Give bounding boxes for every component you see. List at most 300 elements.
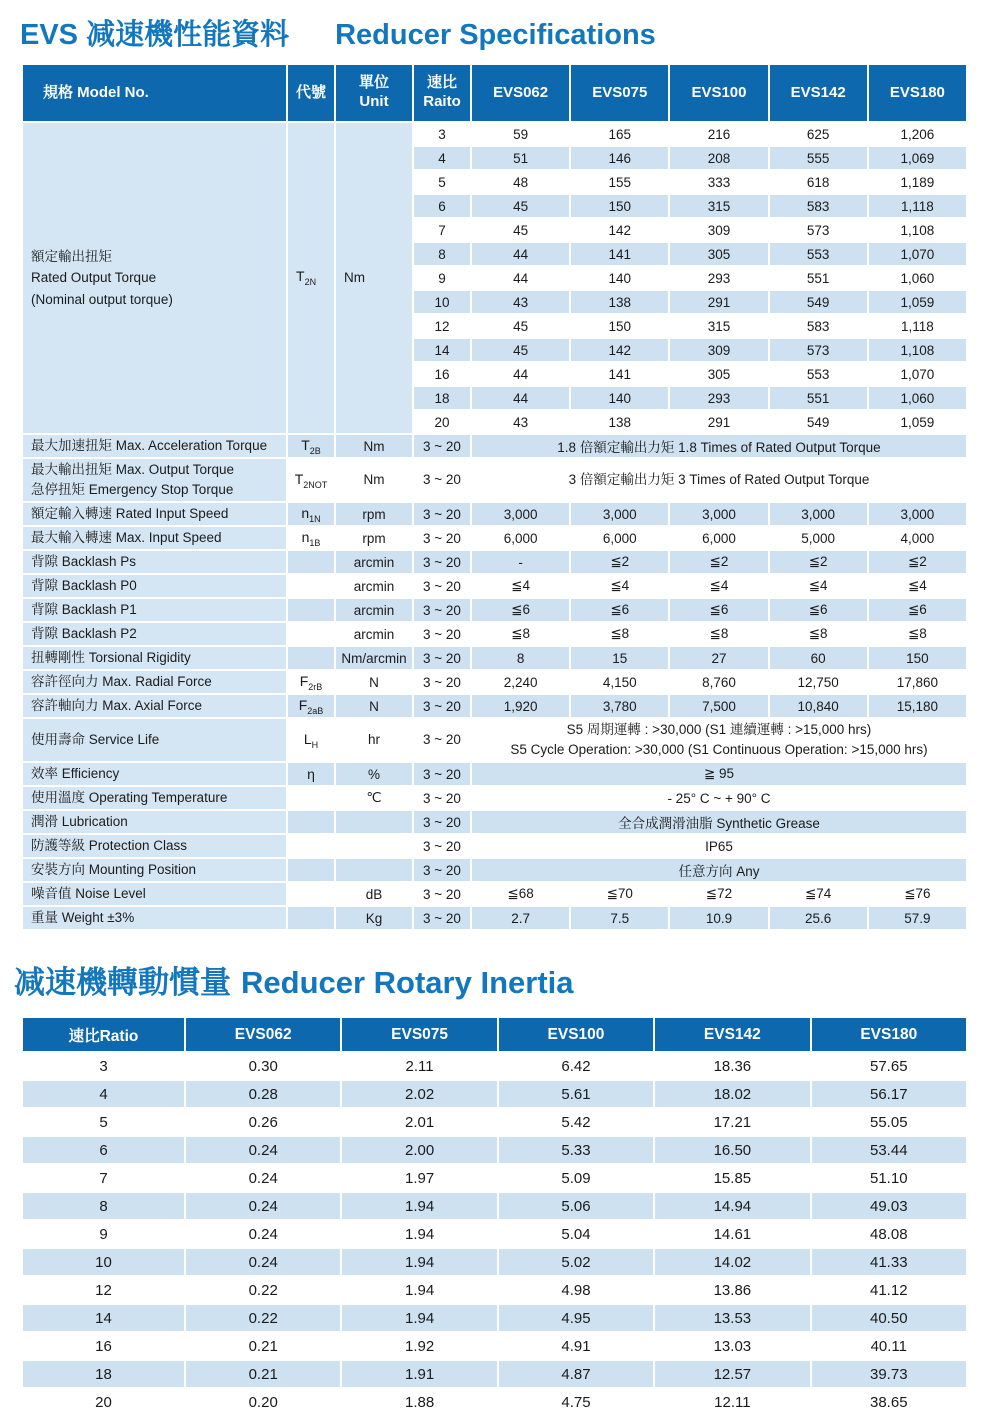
value-cell: ≦4	[808, 578, 828, 593]
value-cell: 2.01	[404, 1113, 435, 1131]
spec-row	[23, 859, 966, 881]
inertia-col-evs075: EVS075	[342, 1018, 496, 1051]
spec-row	[23, 575, 966, 597]
value-cell: 12.11	[714, 1393, 751, 1411]
value-cell: 13.03	[713, 1337, 752, 1355]
value-cell: 6,000	[602, 530, 637, 546]
value-cell: 53.44	[812, 1137, 966, 1163]
value-cell: 1,920	[472, 695, 569, 717]
value-cell: 549	[806, 414, 830, 430]
inertia-col-evs180: EVS180	[812, 1018, 966, 1051]
value-cell: 4.98	[561, 1281, 591, 1299]
spec-label: 容許徑向力 Max. Radial Force	[23, 671, 286, 693]
value-cell: 3,000	[571, 503, 668, 525]
value-cell: 1,059	[900, 414, 935, 430]
value-cell: 0.21	[186, 1361, 340, 1387]
value-cell: ≦2	[670, 551, 767, 573]
spec-row	[23, 503, 966, 525]
value-cell: 150	[869, 647, 966, 669]
symbol-cell: $L_H$	[303, 730, 319, 750]
ratio-cell: 3 ~ 20	[414, 503, 470, 525]
symbol-cell	[288, 859, 334, 881]
spec-title-zh: EVS 减速機性能資料	[20, 19, 290, 51]
value-cell: 3,000	[472, 503, 569, 525]
inertia-row	[23, 1165, 966, 1191]
inertia-row	[23, 1249, 966, 1275]
ratio-cell: 3 ~ 20	[423, 790, 461, 806]
value-cell: 573	[806, 222, 830, 238]
unit-cell: N	[336, 695, 412, 717]
value-cell: ≦6	[869, 599, 966, 621]
spec-row	[23, 623, 966, 645]
value-cell: ≦8	[610, 626, 630, 641]
value-cell: ≦2	[770, 551, 867, 573]
value-cell: 1,070	[869, 243, 966, 265]
value-cell: 1,060	[900, 270, 935, 286]
spec-col-evs100: EVS100	[670, 65, 767, 121]
value-cell: 5.06	[499, 1193, 653, 1219]
unit-cell: arcmin	[353, 578, 395, 594]
symbol-cell: $n_{1B}$	[301, 528, 321, 548]
value-cell: 16.50	[655, 1137, 809, 1163]
ratio-cell: 4	[414, 147, 470, 169]
ratio-en: Raito	[423, 93, 461, 110]
value-cell: 0.24	[186, 1137, 340, 1163]
spec-table-body	[23, 123, 966, 929]
symbol-cell: $F_{2aB}$	[288, 695, 334, 717]
value-cell: 43	[472, 291, 569, 313]
ratio-cell: 3	[438, 126, 446, 142]
ratio-cell: 3 ~ 20	[423, 674, 461, 690]
value-cell: 1.94	[404, 1225, 435, 1243]
unit-cell: arcmin	[353, 626, 395, 642]
inertia-col-evs100: EVS100	[499, 1018, 653, 1051]
symbol-cell	[288, 835, 334, 857]
symbol-cell: $F_{2rB}$	[299, 672, 323, 692]
spec-row	[23, 671, 966, 693]
spec-table	[21, 63, 968, 931]
value-cell: 5.09	[561, 1169, 591, 1187]
value-cell: 0.30	[248, 1057, 278, 1075]
value-cell: 1,069	[869, 147, 966, 169]
value-cell: 41.12	[870, 1281, 908, 1299]
value-cell: 1,060	[869, 387, 966, 409]
spec-title	[20, 12, 1000, 53]
torque-row	[23, 123, 966, 145]
value-cell: 51	[472, 147, 569, 169]
value-cell: 45	[472, 339, 569, 361]
spec-label: 效率 Efficiency	[23, 763, 286, 785]
unit-cell: ℃	[366, 790, 382, 805]
value-cell: 0.20	[248, 1393, 278, 1411]
value-cell: ≦4	[709, 578, 729, 593]
value-cell: 44	[513, 270, 529, 286]
value-cell: 3,000	[770, 503, 867, 525]
value-cell: ≦8	[709, 626, 729, 641]
spec-label: 最大輸出扭矩 Max. Output Torque 急停扭矩 Emergency Stop Torque	[23, 459, 286, 501]
value-cell: 2.00	[342, 1137, 496, 1163]
symbol-cell: $n_{1N}$	[288, 503, 334, 525]
value-cell: 14.02	[655, 1249, 809, 1275]
value-cell: 15,180	[869, 695, 966, 717]
value-cell: 5.04	[561, 1225, 591, 1243]
ratio-cell: 16	[95, 1337, 112, 1355]
unit-cell	[336, 811, 412, 833]
value-cell: 15	[571, 647, 668, 669]
spec-row	[23, 599, 966, 621]
ratio-cell: 10	[23, 1249, 184, 1275]
ratio-cell: 5	[438, 174, 446, 190]
value-cell: 43	[513, 414, 529, 430]
ratio-cell: 3 ~ 20	[414, 811, 470, 833]
inertia-row	[23, 1053, 966, 1079]
spec-label: 使用壽命 Service Life	[23, 719, 286, 761]
value-cell: 0.28	[186, 1081, 340, 1107]
value-cell: ≦8	[907, 626, 927, 641]
span-value-cell: IP65	[705, 838, 733, 854]
value-cell: 141	[571, 243, 668, 265]
symbol-cell	[288, 811, 334, 833]
value-cell: 48.08	[870, 1225, 908, 1243]
spec-label: 安裝方向 Mounting Position	[23, 859, 286, 881]
value-cell: 1,118	[900, 318, 934, 334]
value-cell: 1,070	[900, 366, 935, 382]
ratio-cell: 12	[434, 318, 450, 334]
value-cell: 305	[707, 366, 731, 382]
symbol-cell	[288, 907, 334, 929]
value-cell: 553	[770, 243, 867, 265]
inertia-col-ratio: 速比Ratio	[23, 1018, 184, 1051]
symbol-cell	[288, 647, 334, 669]
value-cell: 14.61	[713, 1225, 752, 1243]
ratio-cell: 3 ~ 20	[414, 907, 470, 929]
value-cell: 0.22	[248, 1281, 278, 1299]
ratio-cell: 18	[414, 387, 470, 409]
value-cell: 3,000	[869, 503, 966, 525]
value-cell: 41.33	[812, 1249, 966, 1275]
inertia-row	[23, 1221, 966, 1247]
value-cell: 17,860	[896, 674, 939, 690]
spec-label: 扭轉剛性 Torsional Rigidity	[23, 647, 286, 669]
value-cell: 309	[670, 339, 767, 361]
ratio-cell: 9	[99, 1225, 108, 1243]
value-cell: ≦76	[904, 886, 931, 901]
value-cell: 0.22	[186, 1305, 340, 1331]
ratio-cell: 20	[95, 1393, 112, 1411]
value-cell: 0.24	[186, 1193, 340, 1219]
value-cell: 1.91	[342, 1361, 496, 1387]
value-cell: 3,780	[571, 695, 668, 717]
value-cell: 7,500	[670, 695, 767, 717]
value-cell: 18.36	[713, 1057, 752, 1075]
value-cell: 5.02	[499, 1249, 653, 1275]
symbol-cell	[288, 575, 334, 597]
value-cell: 553	[806, 366, 830, 382]
value-cell: 4,150	[602, 674, 637, 690]
unit-cell: Kg	[336, 907, 412, 929]
ratio-cell: 3	[99, 1057, 108, 1075]
value-cell: 333	[707, 174, 731, 190]
ratio-cell: 3 ~ 20	[423, 732, 461, 748]
value-cell: 51.10	[870, 1169, 908, 1187]
value-cell: 2.11	[405, 1057, 434, 1075]
value-cell: ≦68	[507, 886, 534, 901]
spec-col-evs142: EVS142	[770, 65, 867, 121]
spec-row	[23, 907, 966, 929]
symbol-cell: $T_{2B}$	[288, 435, 334, 457]
value-cell: 12.57	[655, 1361, 809, 1387]
value-cell: 2.02	[342, 1081, 496, 1107]
inertia-row	[23, 1389, 966, 1415]
value-cell: 8	[472, 647, 569, 669]
value-cell: 142	[608, 222, 632, 238]
spec-label: 最大輸入轉速 Max. Input Speed	[23, 527, 286, 549]
value-cell: 5.33	[499, 1137, 653, 1163]
unit-cell	[336, 859, 412, 881]
value-cell: 293	[707, 270, 731, 286]
value-cell: 583	[770, 195, 867, 217]
value-cell: 140	[608, 270, 632, 286]
value-cell: 4,000	[900, 530, 935, 546]
spec-label: 背隙 Backlash Ps	[23, 551, 286, 573]
ratio-cell: 14	[23, 1305, 184, 1331]
value-cell: 10,840	[770, 695, 867, 717]
value-cell: 150	[571, 195, 668, 217]
spec-col-ratio	[414, 65, 470, 121]
unit-cell: hr	[367, 732, 380, 748]
spec-label: 背隙 Backlash P0	[23, 575, 286, 597]
value-cell: 44	[513, 366, 529, 382]
ratio-cell: 3 ~ 20	[414, 763, 470, 785]
inertia-title	[14, 957, 1000, 1002]
spec-label: 背隙 Backlash P1	[23, 599, 286, 621]
value-cell: 309	[707, 222, 731, 238]
spec-col-evs180: EVS180	[869, 65, 966, 121]
spec-title-en: Reducer Specifications	[335, 19, 656, 51]
ratio-cell: 3 ~ 20	[414, 599, 470, 621]
value-cell: 2.7	[472, 907, 569, 929]
value-cell: 18.02	[655, 1081, 809, 1107]
value-cell: 5.61	[499, 1081, 653, 1107]
ratio-cell: 3 ~ 20	[414, 435, 470, 457]
symbol-cell	[288, 599, 334, 621]
inertia-header-row	[23, 1018, 966, 1051]
spec-label: 重量 Weight ±3%	[23, 907, 286, 929]
value-cell: 8,760	[702, 674, 736, 690]
value-cell: 4.91	[561, 1337, 591, 1355]
symbol-cell	[288, 551, 334, 573]
unit-cell: rpm	[362, 530, 386, 546]
spec-label: 容許軸向力 Max. Axial Force	[23, 695, 286, 717]
value-cell: 573	[770, 339, 867, 361]
inertia-row	[23, 1361, 966, 1387]
torque-symbol: $T_{2N}$	[288, 123, 334, 433]
value-cell: 138	[571, 291, 668, 313]
value-cell: 625	[806, 126, 830, 142]
value-cell: 44	[472, 387, 569, 409]
value-cell: 1,189	[900, 174, 935, 190]
value-cell: 45	[472, 195, 569, 217]
value-cell: ≦4	[907, 578, 927, 593]
inertia-col-evs062: EVS062	[186, 1018, 340, 1051]
span-value-cell: ≧ 95	[472, 763, 966, 785]
value-cell: 1.94	[404, 1281, 435, 1299]
value-cell: 10.9	[670, 907, 767, 929]
value-cell: 48	[513, 174, 529, 190]
unit-cell: Nm/arcmin	[336, 647, 412, 669]
value-cell: 4.75	[561, 1393, 591, 1411]
spec-row	[23, 695, 966, 717]
value-cell: 0.24	[248, 1169, 278, 1187]
value-cell: ≦6	[670, 599, 767, 621]
value-cell: 142	[571, 339, 668, 361]
ratio-cell: 8	[414, 243, 470, 265]
inertia-row	[23, 1109, 966, 1135]
value-cell: ≦6	[571, 599, 668, 621]
spec-col-unit	[336, 65, 412, 121]
value-cell: 0.21	[248, 1337, 278, 1355]
value-cell: 6,000	[702, 530, 736, 546]
spec-label: 防護等級 Protection Class	[23, 835, 286, 857]
value-cell: 25.6	[770, 907, 867, 929]
unit-cell: arcmin	[336, 599, 412, 621]
value-cell: 0.26	[248, 1113, 278, 1131]
spec-label: 噪音值 Noise Level	[23, 883, 286, 905]
ratio-cell: 10	[414, 291, 470, 313]
ratio-cell: 8	[23, 1193, 184, 1219]
value-cell: 59	[513, 126, 529, 142]
value-cell: 40.50	[812, 1305, 966, 1331]
value-cell: 57.9	[869, 907, 966, 929]
value-cell: 40.11	[870, 1337, 907, 1355]
value-cell: 150	[608, 318, 632, 334]
value-cell: 216	[707, 126, 731, 142]
symbol-cell: η	[288, 763, 334, 785]
spec-row	[23, 787, 966, 809]
spec-row	[23, 527, 966, 549]
value-cell: 291	[707, 414, 731, 430]
inertia-row	[23, 1137, 966, 1163]
value-cell: 208	[670, 147, 767, 169]
ratio-cell: 3 ~ 20	[414, 859, 470, 881]
value-cell: 1.94	[342, 1305, 496, 1331]
inertia-table	[21, 1016, 968, 1417]
ratio-cell: 14	[414, 339, 470, 361]
value-cell: 6.42	[561, 1057, 591, 1075]
value-cell: ≦74	[804, 886, 832, 901]
value-cell: 7.5	[571, 907, 668, 929]
span-value-cell: S5 周期運轉 : >30,000 (S1 連續運轉 : >15,000 hrs) S5 Cycle Operation: >30,000 (S1 Continuous Operation: >15,000 hrs)	[510, 722, 928, 757]
torque-label: 額定輸出扭矩 Rated Output Torque (Nominal output torque)	[23, 123, 286, 433]
inertia-row	[23, 1193, 966, 1219]
value-cell: 146	[571, 147, 668, 169]
value-cell: 15.85	[713, 1169, 752, 1187]
value-cell: 315	[707, 318, 731, 334]
inertia-row	[23, 1333, 966, 1359]
spec-label: 背隙 Backlash P2	[23, 623, 286, 645]
spec-header-row	[23, 65, 966, 121]
inertia-row	[23, 1305, 966, 1331]
ratio-cell: 16	[434, 366, 450, 382]
value-cell: ≦8	[511, 626, 530, 641]
symbol-cell	[288, 883, 334, 905]
value-cell: 2,240	[503, 674, 538, 690]
inertia-col-evs142: EVS142	[655, 1018, 809, 1051]
value-cell: 14.94	[655, 1193, 809, 1219]
torque-unit: Nm	[336, 123, 412, 433]
value-cell: ≦2	[869, 551, 966, 573]
value-cell: 165	[608, 126, 632, 142]
symbol-cell	[288, 623, 334, 645]
value-cell: ≦8	[808, 626, 828, 641]
value-cell: 1,118	[869, 195, 966, 217]
value-cell: 315	[670, 195, 767, 217]
ratio-cell: 3 ~ 20	[423, 626, 461, 642]
spec-row	[23, 435, 966, 457]
value-cell: ≦6	[770, 599, 867, 621]
ratio-cell: 3 ~ 20	[414, 647, 470, 669]
inertia-title-zh: 减速機轉動慣量	[14, 965, 231, 1000]
value-cell: 549	[770, 291, 867, 313]
value-cell: 13.53	[655, 1305, 809, 1331]
value-cell: 138	[608, 414, 632, 430]
spec-row	[23, 835, 966, 857]
inertia-row	[23, 1277, 966, 1303]
unit-zh: 單位	[358, 74, 389, 92]
value-cell: 583	[806, 318, 830, 334]
spec-row	[23, 647, 966, 669]
value-cell: 44	[472, 243, 569, 265]
span-value-cell: 全合成潤滑油脂 Synthetic Grease	[472, 811, 966, 833]
value-cell: 45	[513, 318, 529, 334]
span-value-cell: 3 倍額定輸出力矩 3 Times of Rated Output Torque	[568, 472, 870, 488]
ratio-cell: 6	[23, 1137, 184, 1163]
ratio-cell: 3 ~ 20	[414, 551, 470, 573]
value-cell: 27	[670, 647, 767, 669]
spec-row	[23, 551, 966, 573]
value-cell: 1,206	[900, 126, 935, 142]
symbol-cell: $T_{2NOT}$	[294, 470, 328, 490]
spec-col-evs075: EVS075	[571, 65, 668, 121]
spec-label: 使用溫度 Operating Temperature	[23, 787, 286, 809]
value-cell: 140	[571, 387, 668, 409]
unit-cell: dB	[365, 886, 383, 902]
ratio-cell: 12	[95, 1281, 112, 1299]
value-cell: 141	[608, 366, 632, 382]
value-cell: 4.95	[499, 1305, 653, 1331]
unit-cell: rpm	[336, 503, 412, 525]
value-cell: 38.65	[870, 1393, 908, 1411]
value-cell: 291	[670, 291, 767, 313]
value-cell: 4.87	[499, 1361, 653, 1387]
ratio-cell: 6	[414, 195, 470, 217]
unit-cell: N	[369, 674, 379, 690]
ratio-cell: 7	[438, 222, 446, 238]
unit-cell: arcmin	[336, 551, 412, 573]
value-cell: 1,059	[869, 291, 966, 313]
value-cell: 1.94	[342, 1249, 496, 1275]
inertia-table-body	[23, 1053, 966, 1415]
value-cell: 551	[770, 387, 867, 409]
value-cell: 1.97	[404, 1169, 435, 1187]
value-cell: -	[472, 551, 569, 573]
unit-cell: Nm	[336, 435, 412, 457]
value-cell: 5,000	[801, 530, 836, 546]
spec-col-model: 規格 Model No.	[23, 65, 286, 121]
spec-label: 額定輸入轉速 Rated Input Speed	[23, 503, 286, 525]
value-cell: 13.86	[713, 1281, 752, 1299]
spec-row	[23, 719, 966, 761]
